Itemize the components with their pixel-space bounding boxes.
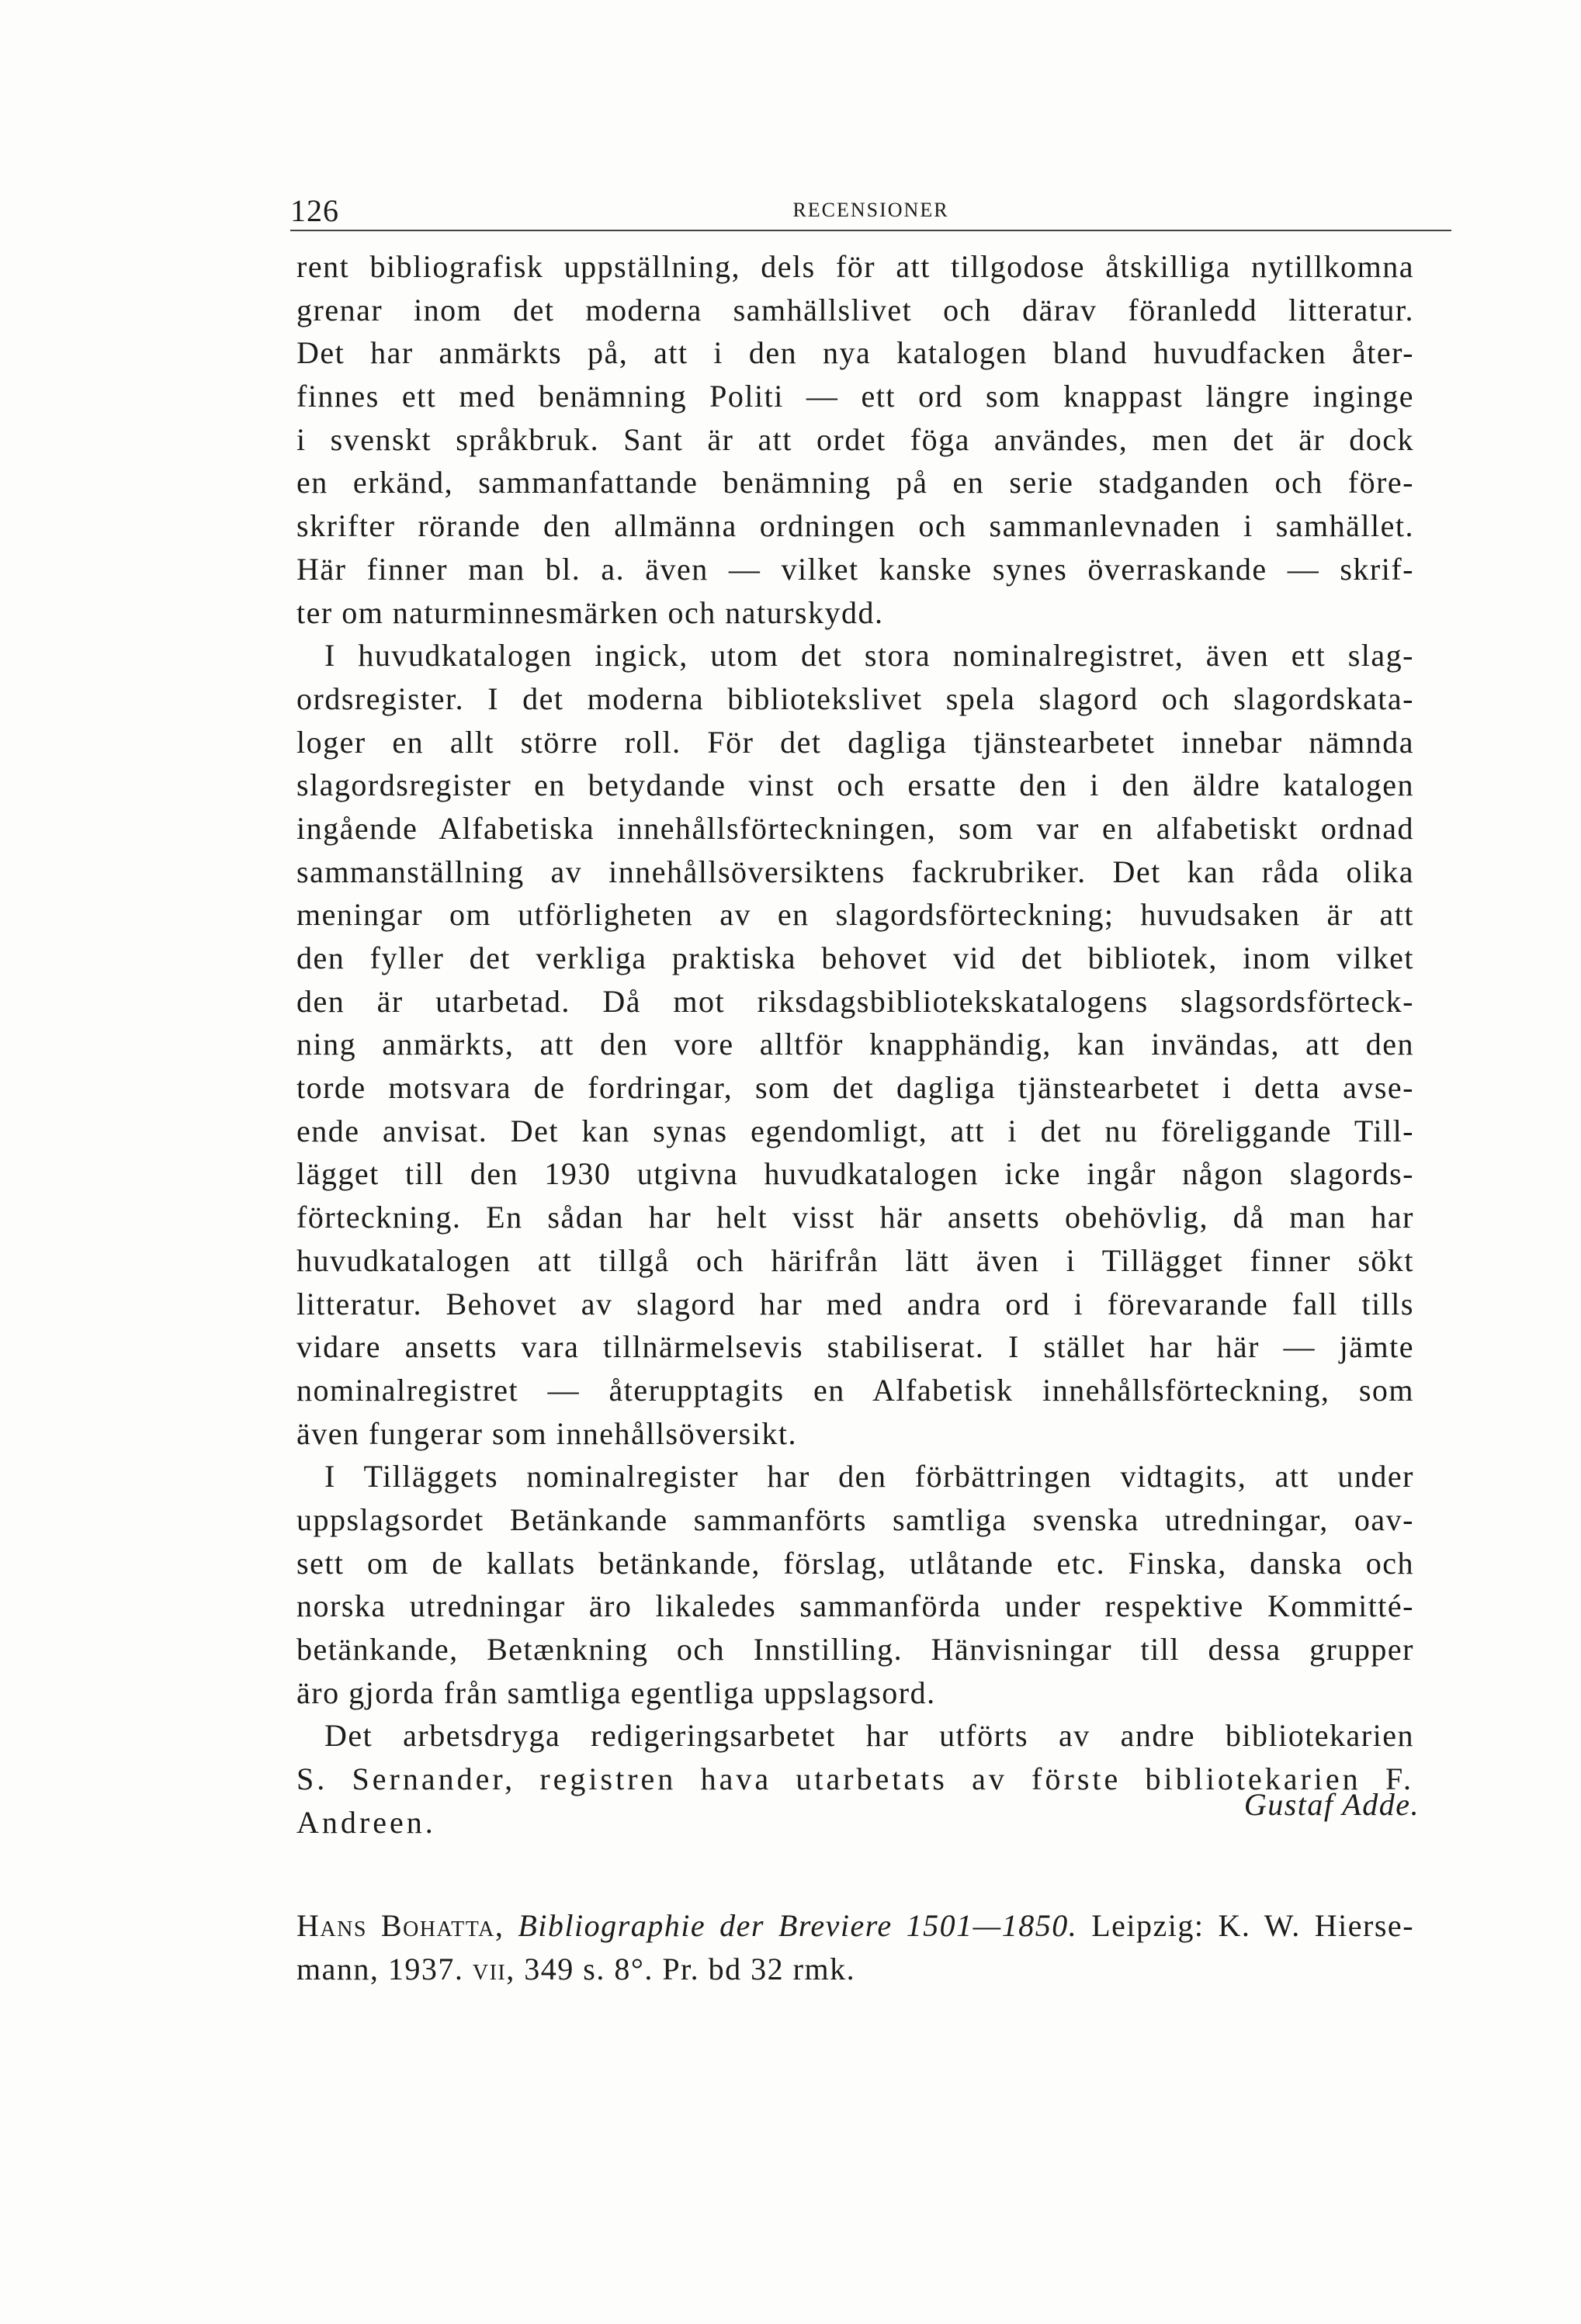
text-line: huvudkatalogen att tillgå och härifrån lätt även i Tillägget finner sökt [296, 1242, 1414, 1278]
text-line: skrifter rörande den allmänna ordningen och sammanlevnaden i samhället. [296, 508, 1414, 544]
text-line: finnes ett med benämning Politi — ett ord som knappast längre inginge [296, 379, 1414, 414]
bib-publisher: Leipzig: K. W. Hierse- [1091, 1908, 1415, 1943]
review-body [296, 245, 1414, 1844]
text-line: loger en allt större roll. För det dagliga tjänstearbetet innebar nämnda [296, 724, 1414, 760]
text-line: torde motsvara de fordringar, som det dagliga tjänstearbetet i detta avse- [296, 1070, 1414, 1106]
text-line: betänkande, Betænkning och Innstilling. Hänvisningar till dessa grupper [296, 1632, 1414, 1667]
reviewer-signature: Gustaf Adde. [1243, 1787, 1420, 1822]
text-line: Andreen. [296, 1804, 436, 1840]
bib-roman-pages: vii, [472, 1951, 515, 1986]
text-line: norska utredningar äro likaledes sammanförda under respektive Kommitté- [296, 1588, 1414, 1624]
running-title: RECENSIONER [792, 199, 949, 221]
text-line: sett om de kallats betänkande, förslag, utlåtande etc. Finska, danska och [296, 1545, 1414, 1581]
bib-line [296, 1904, 1414, 1948]
text-line: Det har anmärkts på, att i den nya katalogen bland huvudfacken åter- [296, 335, 1414, 371]
text-line: lägget till den 1930 utgivna huvudkatalogen icke ingår någon slagords- [296, 1156, 1414, 1192]
paragraph [296, 1714, 1414, 1844]
bib-title: Bibliographie der Breviere 1501—1850. [518, 1908, 1078, 1943]
text-line: förteckning. En sådan har helt visst här ansetts obehövlig, då man har [296, 1200, 1414, 1235]
paragraph [296, 1455, 1414, 1714]
text-line: ordsregister. I det moderna bibliotekslivet spela slagord och slagordskata- [296, 681, 1414, 716]
page-header [290, 192, 1451, 231]
text-line: uppslagsordet Betänkande sammanförts samtliga svenska utredningar, oav- [296, 1501, 1414, 1537]
bib-author: Hans Bohatta, [296, 1908, 504, 1943]
text-line: rent bibliografisk uppställning, dels för att tillgodose åtskilliga nytillkomna [296, 249, 1414, 284]
text-line: litteratur. Behovet av slagord har med andra ord i förevarande fall tills [296, 1286, 1414, 1321]
text-line: meningar om utförligheten av en slagordsförteckning; huvudsaken är att [296, 897, 1414, 933]
text-line: även fungerar som innehållsöversikt. [296, 1415, 797, 1451]
text-line: I Tilläggets nominalregister har den förbättringen vidtagits, att under [324, 1459, 1414, 1494]
text-line: äro gjorda från samtliga egentliga uppslagsord. [296, 1675, 936, 1710]
bib-details: 349 s. 8°. Pr. bd 32 rmk. [524, 1951, 856, 1986]
text-line: Här finner man bl. a. även — vilket kanske synes överraskande — skrif- [296, 551, 1414, 587]
paragraph [296, 245, 1414, 634]
text-line: S. Sernander, registren hava utarbetats av förste bibliotekarien F. [296, 1761, 1414, 1797]
text-line: den är utarbetad. Då mot riksdagsbibliotekskatalogens slagsordsförteck- [296, 983, 1414, 1019]
text-line: ingående Alfabetiska innehållsförteckningen, som var en alfabetiskt ordnad [296, 810, 1414, 846]
text-line: en erkänd, sammanfattande benämning på en serie stadganden och före- [296, 465, 1414, 500]
text-line: vidare ansetts vara tillnärmelsevis stabiliserat. I stället har här — jämte [296, 1329, 1414, 1365]
text-line: I huvudkatalogen ingick, utom det stora nominalregistret, även ett slag- [324, 638, 1414, 674]
text-line: sammanställning av innehållsöversiktens fackrubriker. Det kan råda olika [296, 854, 1414, 889]
text-line: ter om naturminnesmärken och naturskydd. [296, 594, 884, 630]
bib-line [296, 1948, 1414, 1991]
text-line: slagordsregister en betydande vinst och ersatte den i den äldre katalogen [296, 767, 1414, 803]
text-line: grenar inom det moderna samhällslivet och därav föranledd litteratur. [296, 292, 1414, 327]
text-line: nominalregistret — återupptagits en Alfabetisk innehållsförteckning, som [296, 1372, 1414, 1408]
text-line: ende anvisat. Det kan synas egendomligt, att i det nu föreliggande Till- [296, 1113, 1414, 1148]
bibliographic-entry [296, 1904, 1414, 1990]
text-line: Det arbetsdryga redigeringsarbetet har utförts av andre bibliotekarien [324, 1718, 1414, 1754]
text-line: i svenskt språkbruk. Sant är att ordet föga användes, men det är dock [296, 421, 1414, 457]
paragraph [296, 634, 1414, 1455]
page-number: 126 [290, 193, 339, 228]
text-line: den fyller det verkliga praktiska behovet vid det bibliotek, inom vilket [296, 940, 1414, 975]
bib-year: mann, 1937. [296, 1951, 464, 1986]
text-line: ning anmärkts, att den vore alltför knapphändig, kan invändas, att den [296, 1027, 1414, 1062]
